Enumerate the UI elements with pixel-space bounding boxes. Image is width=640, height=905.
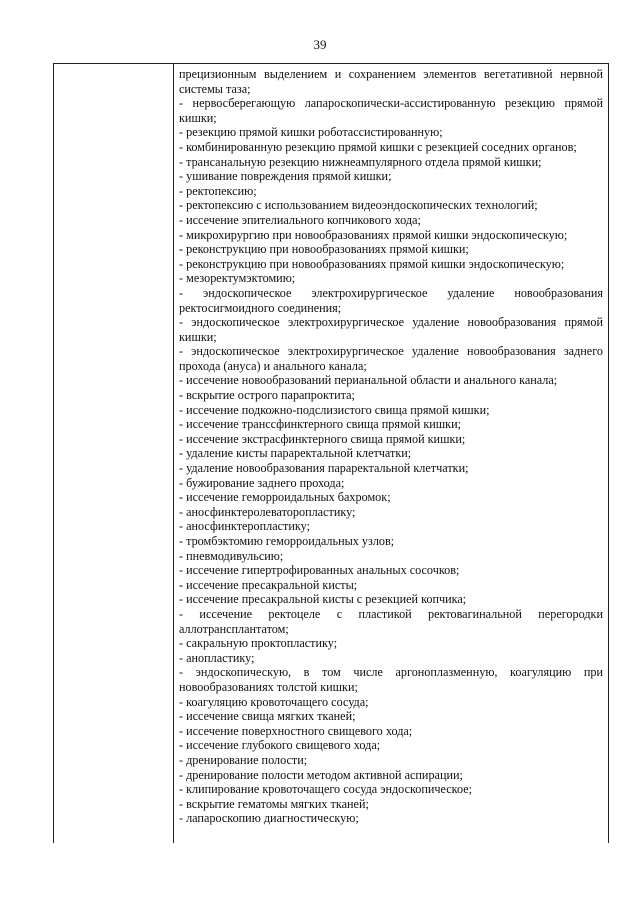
procedure-line: - вскрытие гематомы мягких тканей; bbox=[179, 796, 369, 811]
table-left-cell bbox=[54, 64, 174, 843]
procedure-line: - иссечение свища мягких тканей; bbox=[179, 709, 356, 724]
procedure-line: - аносфинктеропластику; bbox=[179, 519, 310, 534]
procedure-line: - вскрытие острого парапроктита; bbox=[179, 388, 355, 403]
procedure-line: - реконструкцию при новообразованиях прямой кишки; bbox=[179, 242, 469, 257]
procedure-line: - иссечение геморроидальных бахромок; bbox=[179, 490, 391, 505]
procedure-table bbox=[53, 63, 609, 843]
procedure-line: - микрохирургию при новообразованиях прямой кишки эндоскопическую; bbox=[179, 227, 568, 242]
page-number: 39 bbox=[313, 37, 327, 52]
procedure-line: прохода (ануса) и анального канала; bbox=[179, 358, 367, 373]
procedure-line: - резекцию прямой кишки роботассистированную; bbox=[179, 125, 443, 140]
procedure-line: - ректопексию с использованием видеоэндоскопических технологий; bbox=[179, 198, 538, 213]
procedure-line: - иссечение глубокого свищевого хода; bbox=[179, 738, 381, 753]
procedure-line: ректосигмоидного соединения; bbox=[179, 300, 342, 315]
procedure-line: - ушивание повреждения прямой кишки; bbox=[179, 169, 392, 184]
procedure-line: кишки; bbox=[179, 329, 217, 344]
procedure-line: прецизионным выделением и сохранением элементов вегетативной нервной bbox=[179, 67, 603, 81]
procedure-line: - иссечение пресакральной кисты с резекцией копчика; bbox=[179, 592, 467, 607]
procedure-line: - ректопексию; bbox=[179, 183, 257, 198]
procedure-line: - иссечение новообразований перианальной области и анального канала; bbox=[179, 373, 558, 388]
procedure-line: - дренирование полости методом активной аспирации; bbox=[179, 767, 463, 782]
procedure-line: - удаление новообразования параректальной клетчатки; bbox=[179, 461, 469, 476]
procedure-line: - иссечение поверхностного свищевого хода; bbox=[179, 723, 413, 738]
procedure-line: - комбинированную резекцию прямой кишки с резекцией соседних органов; bbox=[179, 139, 577, 154]
procedure-line: - реконструкцию при новообразованиях прямой кишки эндоскопическую; bbox=[179, 256, 565, 271]
procedure-line: - эндоскопическое электрохирургическое удаление новообразования прямой bbox=[179, 315, 603, 330]
procedure-line: - нервосберегающую лапароскопически-ассистированную резекцию прямой bbox=[179, 96, 603, 111]
procedure-line: - иссечение подкожно-подслизистого свища прямой кишки; bbox=[179, 402, 490, 417]
procedure-line: - эндоскопическое электрохирургическое удаление новообразования bbox=[179, 285, 603, 300]
procedure-line: - эндоскопическое электрохирургическое удаление новообразования заднего bbox=[179, 344, 603, 359]
procedure-line: - бужирование заднего прохода; bbox=[179, 475, 345, 490]
procedure-line: - анопластику; bbox=[179, 650, 255, 665]
procedure-line: аллотрансплантатом; bbox=[179, 621, 289, 636]
procedure-line: - коагуляцию кровоточащего сосуда; bbox=[179, 694, 369, 709]
procedure-line: - дренирование полости; bbox=[179, 752, 308, 767]
procedure-line: - пневмодивульсию; bbox=[179, 548, 284, 563]
procedure-line: - аносфинктеролеваторопластику; bbox=[179, 504, 356, 519]
procedure-line: - удаление кисты параректальной клетчатки; bbox=[179, 446, 412, 461]
procedure-line: - тромбэктомию геморроидальных узлов; bbox=[179, 534, 395, 548]
procedure-list-cell bbox=[173, 64, 608, 843]
procedure-line: - иссечение пресакральной кисты; bbox=[179, 577, 358, 592]
procedure-line: - иссечение эпителиального копчикового хода; bbox=[179, 212, 421, 227]
procedure-line: - трансанальную резекцию нижнеампулярного отдела прямой кишки; bbox=[179, 154, 542, 169]
procedure-line: - лапароскопию диагностическую; bbox=[179, 811, 359, 826]
procedure-line: - иссечение гипертрофированных анальных сосочков; bbox=[179, 563, 460, 578]
procedure-line: - иссечение ректоцеле с пластикой ректовагинальной перегородки bbox=[179, 606, 603, 621]
procedure-line: - эндоскопическую, в том числе аргоноплазменную, коагуляцию при bbox=[179, 665, 603, 680]
procedure-line: кишки; bbox=[179, 110, 217, 125]
procedure-line: - иссечение экстрасфинктерного свища прямой кишки; bbox=[179, 431, 466, 446]
procedure-line: системы таза; bbox=[179, 81, 251, 96]
procedure-line: - клипирование кровоточащего сосуда эндоскопическое; bbox=[179, 782, 473, 797]
procedure-line: - иссечение транссфинктерного свища прямой кишки; bbox=[179, 417, 461, 432]
procedure-line: - мезоректумэктомию; bbox=[179, 271, 296, 286]
procedure-line: - сакральную проктопластику; bbox=[179, 636, 338, 651]
procedure-line: новообразованиях толстой кишки; bbox=[179, 679, 358, 694]
